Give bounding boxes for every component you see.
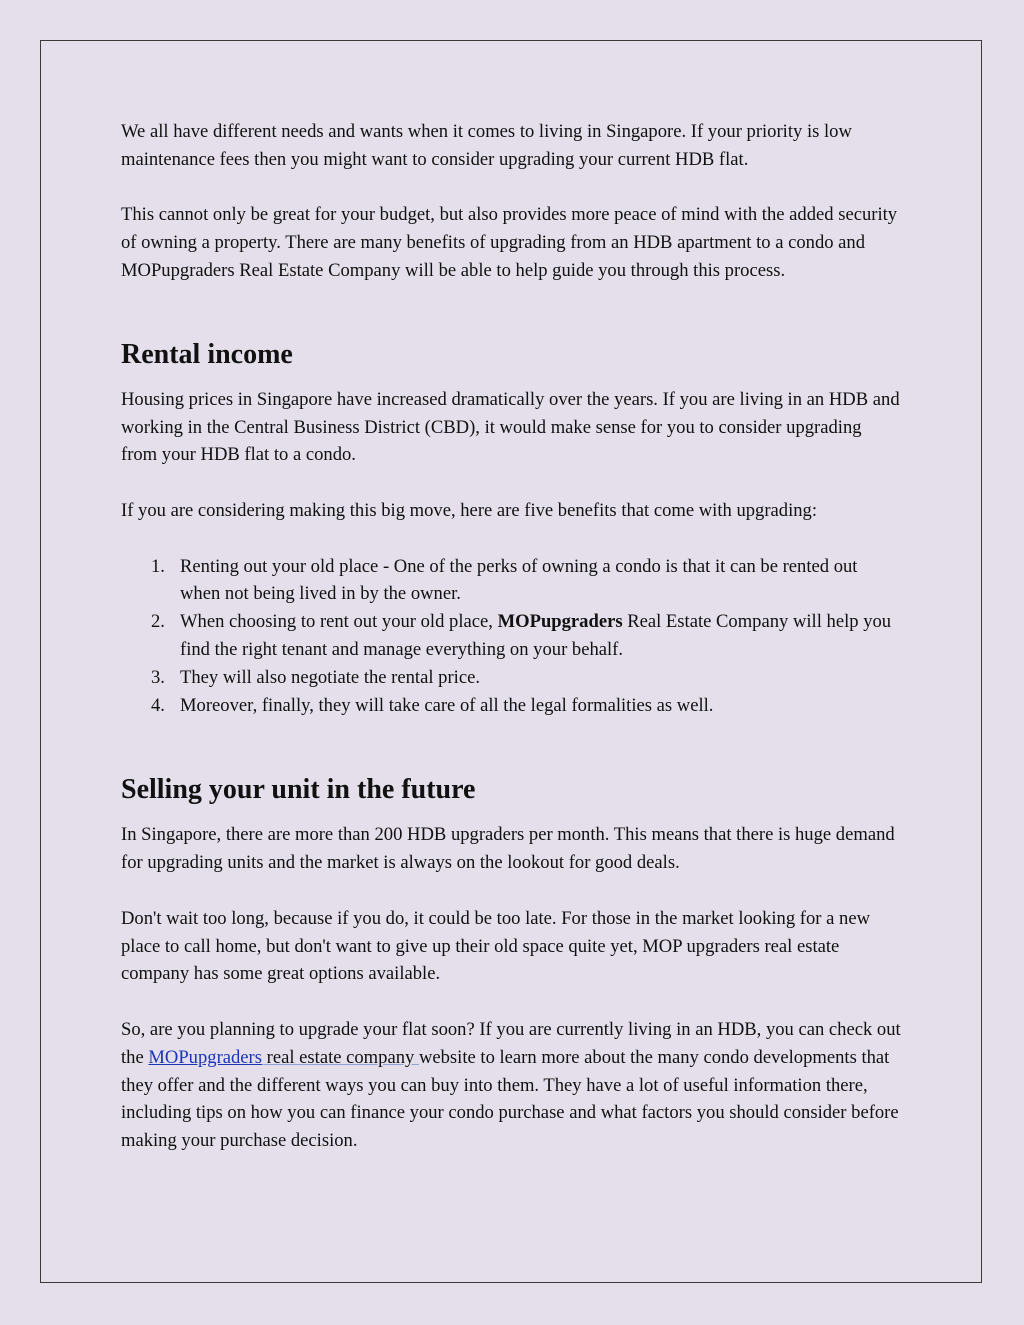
company-name-bold: MOPupgraders xyxy=(497,611,623,633)
mopupgraders-link[interactable]: MOPupgraders xyxy=(148,1046,262,1068)
list-item-text-post: Real Estate Company will help you find the right tenant and manage everything on your behalf. xyxy=(180,611,892,660)
list-item xyxy=(121,553,901,609)
selling-paragraph-2: Don't wait too long, because if you do, it could be too late. For those in the market looking for a new place to call home, but don't want to give up their old space quite yet, MOP upgraders real estate company has some great options available. xyxy=(121,907,871,985)
list-number: 2. xyxy=(151,611,165,633)
list-item-text: They will also negotiate the rental price. xyxy=(180,666,480,688)
selling-paragraph-3 xyxy=(121,1016,901,1155)
document-body xyxy=(121,118,901,1155)
list-number: 4. xyxy=(151,694,165,716)
selling-p3-pre: So, are you planning to upgrade your flat soon? If you are currently living in an HDB, you can check out the xyxy=(121,1018,901,1068)
list-item-text-pre: When choosing to rent out your old place, xyxy=(180,611,498,633)
list-number: 3. xyxy=(151,666,165,688)
benefits-list xyxy=(121,553,901,720)
list-item xyxy=(121,692,901,720)
list-item-text: Renting out your old place - One of the perks of owning a condo is that it can be rented out when not being lived in by the owner. xyxy=(180,555,858,605)
intro-paragraph-1: We all have different needs and wants when it comes to living in Singapore. If your priority is low maintenance fees then you might want to consider upgrading your current HDB flat. xyxy=(121,121,852,170)
list-item-text: Moreover, finally, they will take care of all the legal formalities as well. xyxy=(180,694,714,716)
list-item xyxy=(121,608,901,664)
selling-paragraph-1: In Singapore, there are more than 200 HDB upgraders per month. This means that there is huge demand for upgrading units and the market is always on the lookout for good deals. xyxy=(121,824,895,874)
list-item xyxy=(121,664,901,692)
selling-unit-heading: Selling your unit in the future xyxy=(121,774,476,806)
rental-income-heading: Rental income xyxy=(121,338,293,370)
intro-paragraph-2: This cannot only be great for your budget, but also provides more peace of mind with the added security of owning a property. There are many benefits of upgrading from an HDB apartment to a condo and MOPupgraders Real Estate Company will be able to help guide you through this process. xyxy=(121,204,898,281)
rental-paragraph-1: Housing prices in Singapore have increased dramatically over the years. If you are living in an HDB and working in the Central Business District (CBD), it would make sense for you to consider upgrading from your HDB flat to a condo. xyxy=(121,388,900,466)
selling-p3-post: website to learn more about the many condo developments that they offer and the different ways you can buy into them. They have a lot of useful information there, including tips on how you can finance your condo purchase and what factors you should consider before making your purchase decision. xyxy=(121,1046,899,1152)
list-number: 1. xyxy=(151,555,165,577)
real-estate-company-link[interactable]: real estate company xyxy=(262,1046,419,1068)
rental-paragraph-2: If you are considering making this big move, here are five benefits that come with upgrading: xyxy=(121,499,818,521)
